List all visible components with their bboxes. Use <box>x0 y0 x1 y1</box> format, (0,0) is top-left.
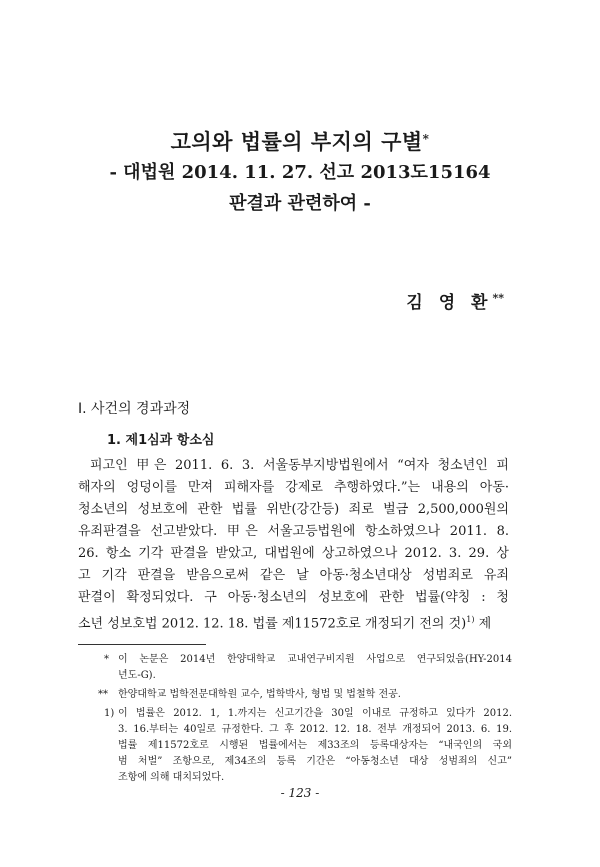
body-line-last <box>78 609 509 631</box>
footnote-line: 조항에 의해 대치되었다. <box>118 772 225 783</box>
body-line: 청소년의 성보호에 관한 법률 위반(강간등) 죄로 벌금 2,500,000원의 <box>78 502 509 517</box>
body-line: 판결이 확정되었다. 구 아동·청소년의 성보호에 관한 법률(약칭 : 청 <box>78 590 509 605</box>
page-number: - 123 - <box>280 786 320 800</box>
footnote-ref-1: 1) <box>466 615 475 624</box>
body-line-last-text: 소년 성보호법 2012. 12. 18. 법률 제11572호로 개정되기 전의 것) <box>78 616 467 632</box>
footnote-line: 범 처벌” 조항으로, 제34조의 등록 기간은 “아동청소년 대상 성범죄의 신고” <box>118 756 512 767</box>
footnote-line: 법률 제11572호로 시행된 법률에서는 제33조의 등록대상자는 “내국인의 국외 <box>118 740 512 751</box>
body-line: 고 기각 판결을 받음으로써 같은 날 아동·청소년대상 성범죄로 유죄 <box>78 568 509 583</box>
title-footnote-mark: * <box>422 132 430 146</box>
footnote-line: 한양대학교 법학전문대학원 교수, 법학박사, 형법 및 법철학 전공. <box>118 689 401 700</box>
body-paragraph <box>78 455 509 631</box>
body-line: 피고인 甲은 2011. 6. 3. 서울동부지방법원에서 “여자 청소년인 피 <box>90 458 509 473</box>
footnote-1 <box>104 652 512 684</box>
footnote-line: 년도-G). <box>118 670 156 681</box>
paper-title-text: 고의와 법률의 부지의 구별 <box>170 129 423 154</box>
body-line: 유죄판결을 선고받았다. 甲은 서울고등법원에 항소하였으나 2011. 8. <box>78 524 509 539</box>
footnote-2 <box>98 687 512 703</box>
footnote-3 <box>104 706 512 786</box>
paper-subtitle-line-2: 판결과 관련하여 - <box>229 193 371 214</box>
body-line-last-end: 제 <box>474 616 492 632</box>
footnote-divider <box>78 644 206 645</box>
author-name: 김 영 환 <box>406 293 493 313</box>
body-line: 해자의 엉덩이를 만져 피해자를 강제로 추행하였다.”는 내용의 아동· <box>78 480 509 495</box>
footnote-line: 이 법률은 2012. 1, 1.까지는 신고기간을 30일 이내로 규정하고 있다가 2012. <box>118 708 512 719</box>
title-block <box>0 126 600 219</box>
author <box>406 288 504 313</box>
footnote-mark: ** <box>98 689 108 700</box>
paper-title <box>0 126 600 157</box>
section-heading: I. 사건의 경과과정 <box>78 401 191 417</box>
author-footnote-mark: ** <box>492 291 504 305</box>
footnote-line: 3. 16.부터는 40일로 규정한다. 그 후 2012. 12. 18. 전부 개정되어 2013. 6. 19. <box>118 724 512 735</box>
footnotes <box>98 652 512 789</box>
paper-subtitle-line-1: - 대법원 2014. 11. 27. 선고 2013도15164 <box>109 162 491 183</box>
subsection-heading: 1. 제1심과 항소심 <box>107 433 215 448</box>
footnote-line: 이 논문은 2014년 한양대학교 교내연구비지원 사업으로 연구되었음(HY-2014 <box>118 654 512 665</box>
body-line: 26. 항소 기각 판결을 받았고, 대법원에 상고하였으나 2012. 3. 29. 상 <box>78 546 509 561</box>
footnote-mark: * <box>104 654 109 665</box>
footnote-mark: 1) <box>104 708 115 719</box>
